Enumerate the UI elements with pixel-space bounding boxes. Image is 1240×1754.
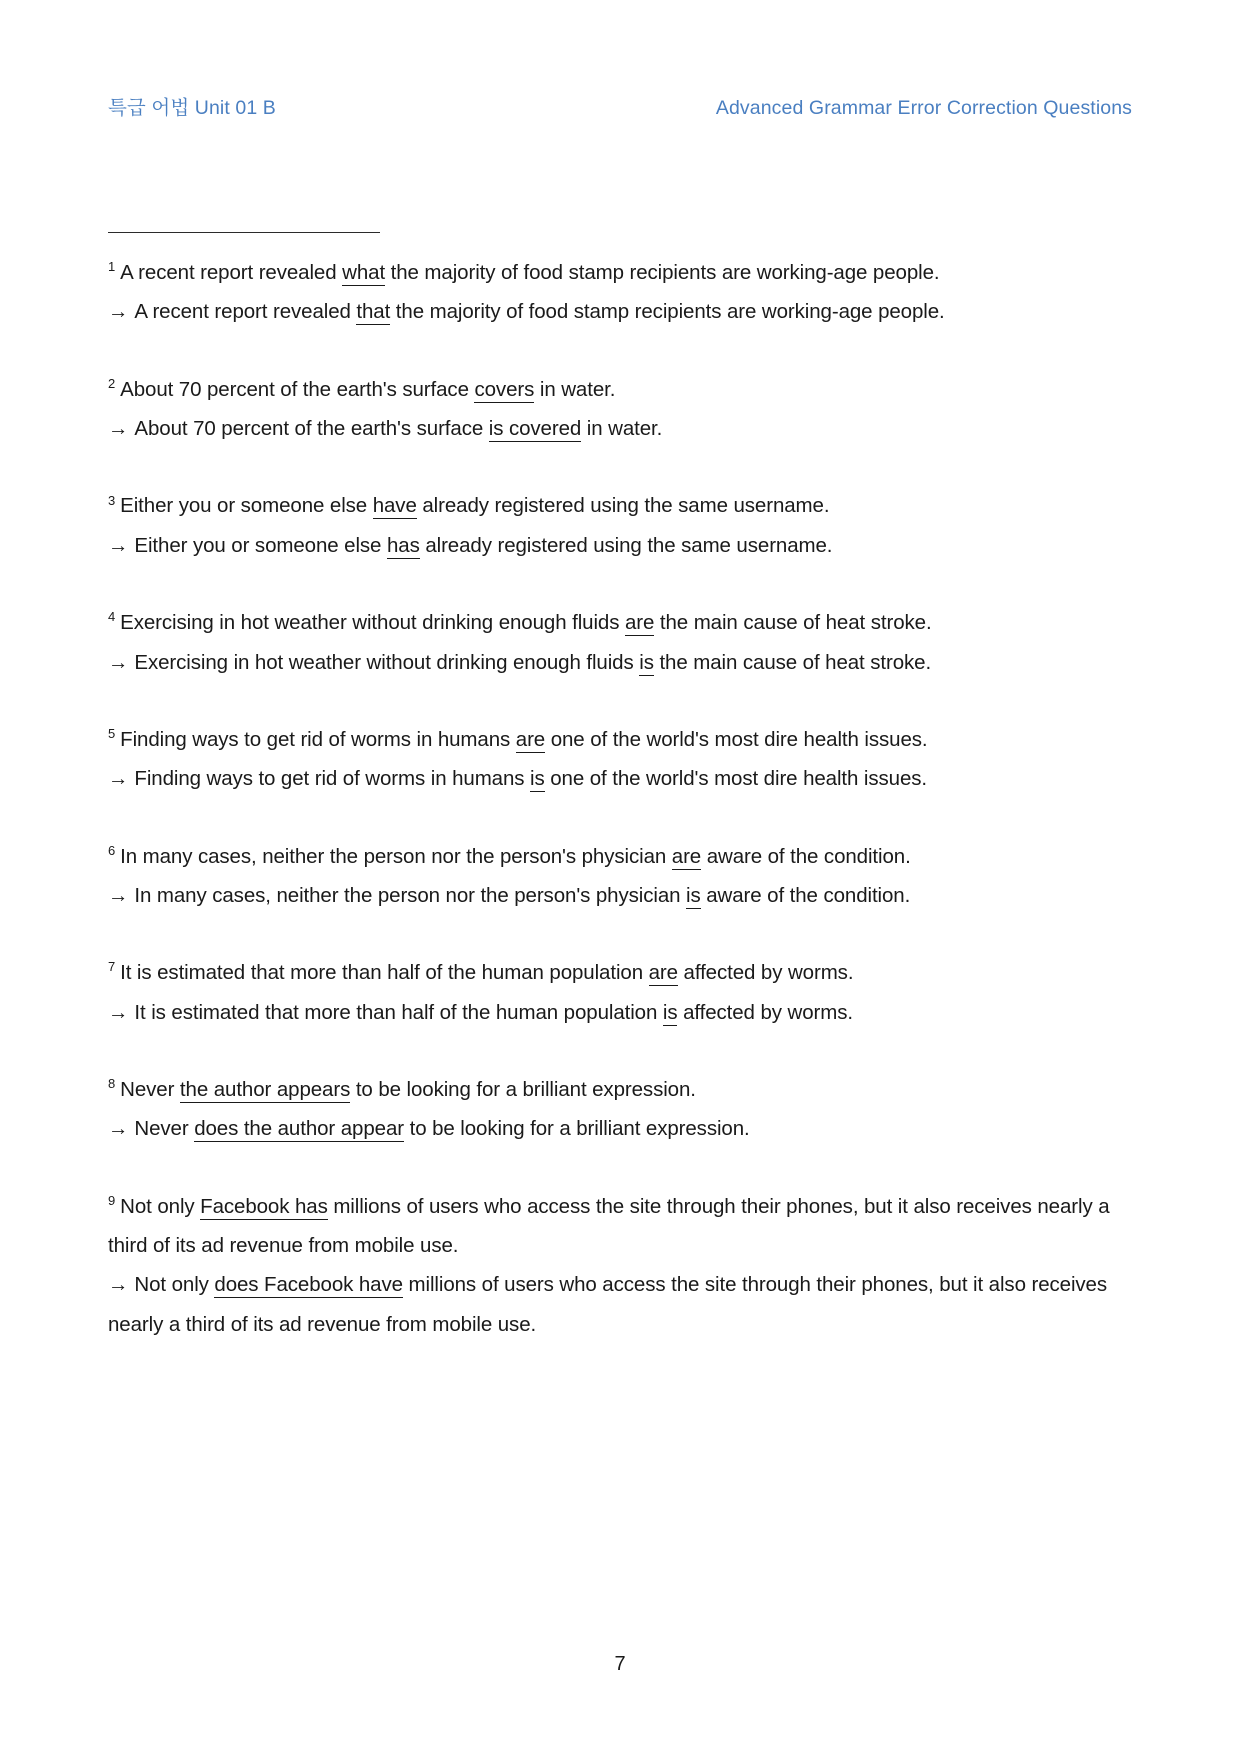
answer-underlined-part: does Facebook have (214, 1273, 403, 1297)
question-text-pre: About 70 percent of the earth's surface (120, 377, 475, 401)
question-text-pre: Exercising in hot weather without drinking enough fluids (120, 611, 625, 635)
question-text-pre: In many cases, neither the person nor the person's physician (120, 844, 672, 868)
question-text-post: in water. (534, 377, 616, 401)
arrow-icon: → (108, 1273, 129, 1297)
question-list (108, 253, 1132, 1344)
answer-line (108, 1265, 1132, 1344)
answer-text-post: in water. (581, 417, 663, 441)
question-line (108, 953, 1132, 992)
question-underlined-part: are (671, 844, 702, 868)
answer-underlined-part: is (686, 883, 701, 907)
question-text-post: to be looking for a brilliant expression. (350, 1078, 696, 1102)
question-underlined-part: are (515, 727, 546, 751)
question-number: 9 (108, 1192, 116, 1208)
answer-text-pre: Not only (134, 1273, 215, 1297)
answer-text-post: to be looking for a brilliant expression. (404, 1117, 750, 1141)
page-number: 7 (614, 1653, 626, 1675)
question-number: 5 (108, 726, 116, 742)
question-text-post: the majority of food stamp recipients are working-age people. (385, 261, 940, 284)
arrow-icon: → (108, 883, 129, 907)
question-text-post: already registered using the same username. (416, 494, 830, 518)
question-text-post: millions of users who access the site through their phones, but it also receives nearly a third of its ad revenue from mobile use. (108, 1194, 1110, 1258)
question-text-post: aware of the condition. (701, 844, 911, 868)
header-unit-title: 특급 어법 Unit 01 B (108, 97, 276, 119)
question-number: 4 (108, 609, 116, 625)
question-line (108, 253, 1132, 292)
question-line (108, 837, 1132, 876)
answer-line (108, 759, 1132, 798)
arrow-icon: → (108, 1000, 129, 1024)
answer-line (108, 409, 1132, 448)
question-underlined-part: covers (474, 377, 535, 401)
question-underlined-part: what (342, 261, 386, 284)
answer-text-post: the main cause of heat stroke. (653, 650, 932, 674)
question-item (108, 720, 1132, 799)
answer-line (108, 993, 1132, 1032)
answer-text-post: affected by worms. (677, 1000, 853, 1024)
question-underlined-part: have (372, 494, 417, 518)
answer-line (108, 526, 1132, 565)
question-text-post: one of the world's most dire health issues. (545, 727, 928, 751)
question-text-post: affected by worms. (677, 961, 854, 985)
question-line (108, 720, 1132, 759)
answer-line (108, 1109, 1132, 1148)
question-text-post: the main cause of heat stroke. (654, 611, 932, 635)
question-text-pre: Not only (120, 1194, 201, 1218)
question-text-pre: A recent report revealed (120, 261, 343, 284)
answer-text-pre: In many cases, neither the person nor the person's physician (134, 883, 687, 907)
answer-underlined-part: is (639, 650, 654, 674)
question-item (108, 486, 1132, 565)
arrow-icon: → (108, 767, 129, 791)
question-text-pre: It is estimated that more than half of the human population (120, 961, 649, 985)
page-footer (0, 1653, 1240, 1676)
question-line (108, 370, 1132, 409)
answer-text-post: the majority of food stamp recipients are working-age people. (390, 300, 945, 324)
question-number: 2 (108, 375, 116, 391)
question-item (108, 253, 1132, 332)
question-item (108, 603, 1132, 682)
question-number: 1 (108, 259, 116, 275)
answer-text-post: aware of the condition. (700, 883, 911, 907)
answer-line (108, 643, 1132, 682)
header-worksheet-title: Advanced Grammar Error Correction Questions (715, 97, 1132, 119)
question-line (108, 603, 1132, 642)
question-text-pre: Either you or someone else (120, 494, 373, 518)
arrow-icon: → (108, 1117, 129, 1141)
question-item (108, 370, 1132, 449)
arrow-icon: → (108, 417, 129, 441)
answer-underlined-part: is covered (488, 417, 582, 441)
answer-text-post: one of the world's most dire health issues. (544, 767, 928, 791)
header-divider (108, 232, 380, 233)
answer-underlined-part: that (356, 300, 391, 324)
answer-text-pre: Finding ways to get rid of worms in humans (134, 767, 531, 791)
question-item (108, 953, 1132, 1032)
question-item (108, 1187, 1132, 1344)
answer-underlined-part: has (386, 533, 420, 557)
question-item (108, 837, 1132, 916)
question-line (108, 486, 1132, 525)
answer-text-pre: It is estimated that more than half of the human population (134, 1000, 663, 1024)
answer-text-pre: Either you or someone else (134, 533, 387, 557)
question-text-pre: Never (120, 1078, 180, 1102)
answer-text-pre: A recent report revealed (134, 300, 357, 324)
question-underlined-part: Facebook has (200, 1194, 328, 1218)
question-underlined-part: are (624, 611, 655, 635)
question-number: 8 (108, 1076, 116, 1092)
question-number: 3 (108, 492, 116, 508)
answer-text-pre: Exercising in hot weather without drinking enough fluids (134, 650, 640, 674)
question-line (108, 1187, 1132, 1266)
answer-underlined-part: is (662, 1000, 678, 1024)
question-number: 7 (108, 959, 116, 975)
answer-text-post: already registered using the same username. (419, 533, 833, 557)
question-line (108, 1070, 1132, 1109)
question-item (108, 1070, 1132, 1149)
answer-underlined-part: is (530, 767, 545, 791)
answer-underlined-part: does the author appear (194, 1117, 404, 1141)
question-underlined-part: the author appears (179, 1078, 351, 1102)
question-text-pre: Finding ways to get rid of worms in humans (120, 727, 516, 751)
answer-text-post: millions of users who access the site through their phones, but it also receives nearly a third of its ad revenue from mobile use. (108, 1273, 1108, 1336)
answer-text-pre: Never (134, 1117, 195, 1141)
question-underlined-part: are (648, 961, 678, 985)
arrow-icon: → (108, 650, 129, 674)
answer-text-pre: About 70 percent of the earth's surface (134, 417, 489, 441)
answer-line (108, 876, 1132, 915)
answer-line (108, 292, 1132, 331)
arrow-icon: → (108, 533, 129, 557)
arrow-icon: → (108, 300, 129, 324)
question-number: 6 (108, 842, 116, 858)
page-header (108, 92, 1132, 120)
